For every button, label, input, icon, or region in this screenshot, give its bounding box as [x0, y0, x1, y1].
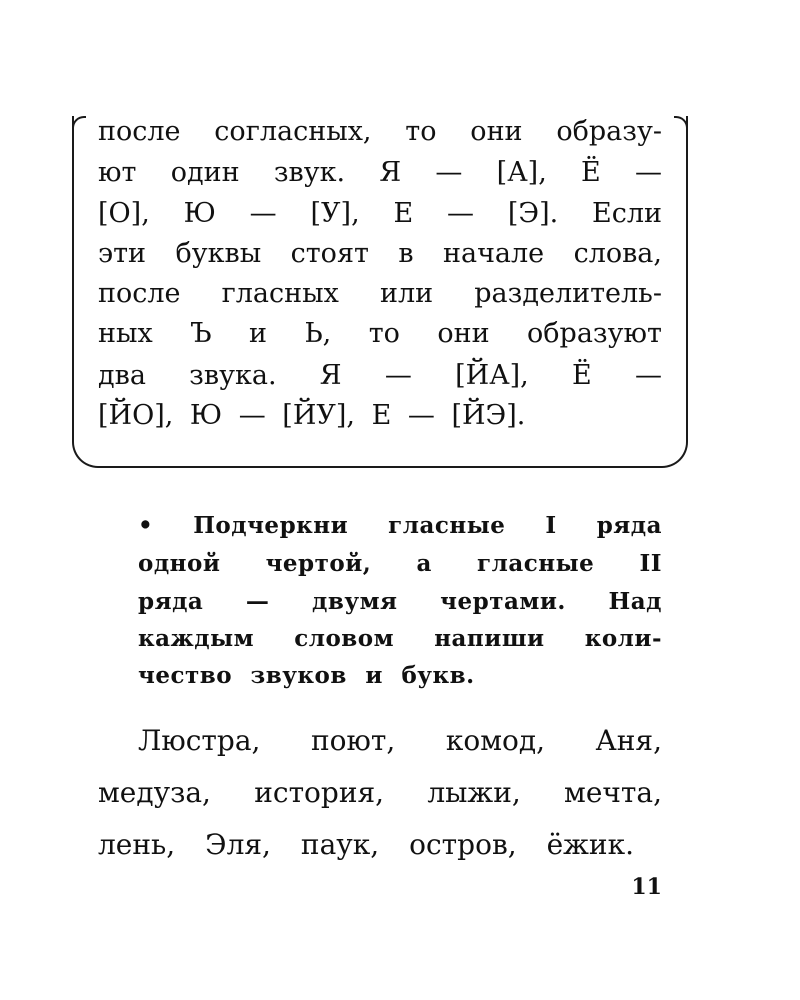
- word-list-line: Люстра, поют, комод, Аня,: [138, 724, 662, 757]
- rule-text-line: ют один звук. Я — [А], Ё —: [98, 157, 662, 188]
- word-list-line: лень, Эля, паук, остров, ёжик.: [98, 828, 634, 861]
- word-list-line: медуза, история, лыжи, мечта,: [98, 776, 662, 809]
- rule-text-line: после согласных, то они образу-: [98, 116, 662, 147]
- rule-text-line: ных Ъ и Ь, то они образуют: [98, 318, 662, 349]
- task-text-line: чество звуков и букв.: [138, 662, 475, 689]
- page-number: 11: [631, 874, 662, 900]
- task-text-line: ряда — двумя чертами. Над: [138, 588, 662, 615]
- rule-text-line: два звука. Я — [ЙА], Ё —: [98, 360, 662, 391]
- task-text-line: каждым словом напиши коли-: [138, 625, 662, 652]
- rule-text-line: [О], Ю — [У], Е — [Э]. Если: [98, 198, 662, 229]
- rule-text-line: после гласных или разделитель-: [98, 278, 662, 309]
- task-text-line: • Подчеркни гласные I ряда: [138, 512, 662, 539]
- rule-text-line: эти буквы стоят в начале слова,: [98, 238, 662, 269]
- rule-text-line: [ЙО], Ю — [ЙУ], Е — [ЙЭ].: [98, 400, 526, 431]
- task-text-line: одной чертой, а гласные II: [138, 550, 662, 577]
